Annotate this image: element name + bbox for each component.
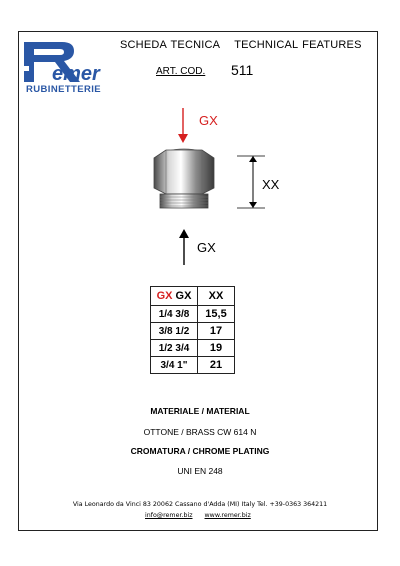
figure-dimension-label: XX [262, 177, 280, 192]
table-row [151, 323, 235, 340]
sizes-table [150, 286, 235, 374]
row-xx: 21 [198, 357, 235, 374]
material-value: OTTONE / BRASS CW 614 N [143, 427, 257, 437]
header-xx: XX [198, 287, 235, 306]
title-english: TECHNICAL FEATURES [234, 39, 362, 51]
row-size: 1/2 3/4 [151, 340, 198, 357]
footer-address: Via Leonardo da Vinci 83 20062 Cassano d'Adda (MI) Italy Tel. +39-0363 364211 [72, 501, 328, 508]
email-link[interactable]: info@remer.biz [145, 512, 193, 519]
logo-subtitle: RUBINETTERIE [26, 84, 101, 95]
website-link[interactable]: www.remer.biz [204, 512, 251, 519]
material-title: MATERIALE / MATERIAL [150, 406, 250, 416]
figure-top-label: GX [199, 113, 218, 128]
sheet-title [120, 39, 362, 51]
table-row [151, 357, 235, 374]
table-header-row [151, 287, 235, 306]
figure-bottom-label: GX [197, 240, 216, 255]
plating-value: UNI EN 248 [177, 466, 223, 476]
table-row [151, 340, 235, 357]
footer-links [145, 512, 251, 519]
row-size: 1/4 3/8 [151, 306, 198, 323]
plating-title: CROMATURA / CHROME PLATING [130, 446, 270, 456]
row-xx: 19 [198, 340, 235, 357]
header-gx-red: GX [156, 290, 173, 302]
header-gx-black: GX [175, 290, 192, 302]
title-italian: SCHEDA TECNICA [120, 39, 221, 51]
row-size: 3/4 1" [151, 357, 198, 374]
table-row [151, 306, 235, 323]
header-gx [151, 287, 198, 306]
row-size: 3/8 1/2 [151, 323, 198, 340]
row-xx: 15,5 [198, 306, 235, 323]
row-xx: 17 [198, 323, 235, 340]
svg-text:emer: emer [52, 63, 100, 85]
fitting-drawing [120, 100, 320, 270]
article-code-value: 511 [231, 62, 254, 78]
article-code-label: ART. COD. [156, 66, 206, 77]
